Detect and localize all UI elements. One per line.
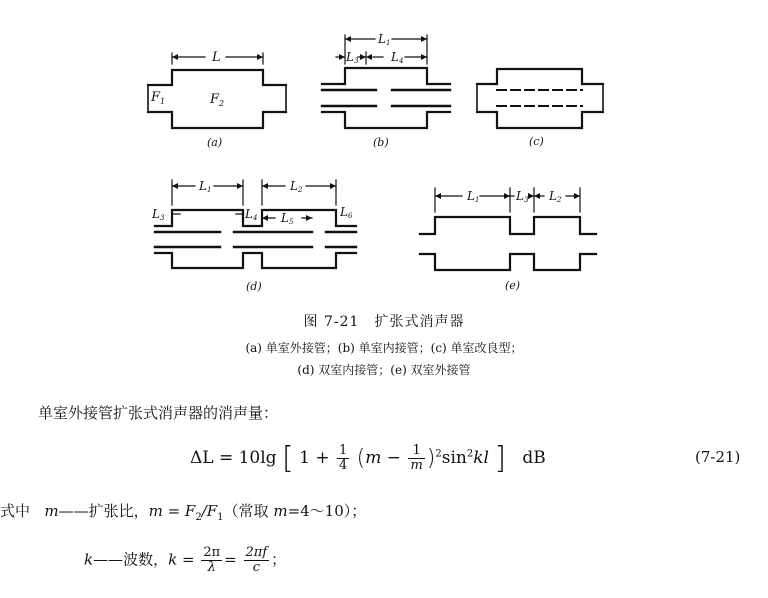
fraction-one-quarter: $\frac{1}{4}$	[338, 443, 348, 473]
label-b-L1-sub: 1	[386, 39, 391, 47]
label-d-L6-sub: 6	[348, 212, 353, 220]
label-a-F1: F	[151, 90, 161, 105]
sublabel-b: (b)	[373, 136, 389, 149]
formula-kl: kl	[473, 448, 489, 468]
k-eq: k =	[168, 550, 195, 569]
fraction-2pi-lambda: $\frac{2\pi}{\lambda}$	[203, 545, 221, 575]
where-line-k	[84, 546, 286, 575]
sublabel-a: (a)	[207, 136, 223, 149]
bracket-close: ]	[494, 441, 507, 476]
label-d-L4-sub: 4	[253, 214, 258, 222]
label-e-L2: L	[549, 189, 557, 203]
k-desc: ——波数，	[93, 550, 169, 569]
label-e-L3: L	[516, 189, 524, 203]
label-d-L5-sub: 5	[289, 218, 294, 226]
sublabel-c: (c)	[529, 135, 544, 148]
label-d-L2: L	[290, 179, 298, 193]
formula-unit: dB	[522, 448, 546, 468]
m-eq: m = F	[148, 502, 196, 520]
diagram-e	[420, 188, 596, 270]
paren-close: )	[426, 446, 436, 471]
label-b-L1: L	[378, 32, 386, 46]
label-d-L3-sub: 3	[160, 214, 165, 222]
formula-lhs: ΔL = 10lg	[190, 448, 277, 468]
label-d-L1-sub: 1	[207, 186, 212, 194]
label-a-L: L	[212, 50, 221, 65]
k-eq2: =	[224, 550, 237, 569]
label-a-F2-sub: 2	[219, 99, 225, 108]
where-label: 式中	[0, 502, 31, 520]
figure-caption-line-2: (d) 双室内接管；(e) 双室外接管	[297, 363, 471, 377]
label-b-L3-sub: 3	[354, 57, 359, 65]
formula-sin-sup: 2	[466, 448, 474, 460]
m-note-post: =4～10）；	[287, 502, 367, 520]
formula-sin: sin	[441, 448, 467, 468]
label-b-L4-sub: 4	[399, 57, 404, 65]
where-line-m: 式中 m——扩张比，$m = F_2/F_1$（常取 m=4～10）；	[0, 502, 367, 523]
m-symbol: m	[44, 502, 59, 520]
intro-paragraph: 单室外接管扩张式消声器的消声量：	[38, 404, 279, 422]
label-d-L4: L	[245, 207, 253, 221]
label-b-L4: L	[391, 50, 399, 64]
label-d-L2-sub: 2	[298, 186, 303, 194]
label-e-L1-sub: 1	[475, 196, 480, 204]
figure-caption-line-1: (a) 单室外接管；(b) 单室内接管；(c) 单室改良型；	[245, 341, 523, 355]
diagram-b	[322, 35, 450, 128]
diagram-c	[477, 69, 603, 128]
sublabel-d: (d)	[246, 280, 262, 293]
formula-7-21	[190, 441, 546, 476]
label-a-F2: F	[210, 92, 220, 107]
label-d-L1: L	[199, 179, 207, 193]
figure-caption-title: 图 7-21 扩张式消声器	[303, 314, 465, 330]
label-d-L6: L	[340, 205, 348, 219]
m-note-pre: （常取	[223, 502, 274, 520]
paren-open: (	[356, 446, 366, 471]
label-e-L1: L	[467, 189, 475, 203]
label-e-L2-sub: 2	[557, 196, 562, 204]
formula-square: 2	[435, 448, 442, 460]
label-d-L5: L	[281, 211, 289, 225]
formula-m: m −	[365, 448, 402, 468]
m-note-var: m	[273, 502, 288, 520]
m-eq-mid: /F	[201, 502, 218, 520]
diagram-d	[155, 180, 356, 268]
label-e-L3-sub: 3	[524, 196, 529, 204]
k-end: ；	[271, 550, 287, 569]
formula-one: 1 +	[299, 448, 330, 468]
label-a-F1-sub: 1	[160, 97, 166, 106]
label-d-L3: L	[152, 207, 160, 221]
label-b-L3: L	[346, 50, 354, 64]
m-desc: ——扩张比，	[58, 502, 149, 520]
fraction-2pif-c: $\frac{2\pi f}{c}$	[245, 545, 268, 575]
sublabel-e: (e)	[505, 279, 521, 292]
k-symbol: k	[84, 550, 94, 569]
equation-number: (7-21)	[695, 448, 741, 466]
bracket-open: [	[281, 441, 294, 476]
fraction-one-over-m: $\frac{1}{m}$	[410, 443, 423, 473]
